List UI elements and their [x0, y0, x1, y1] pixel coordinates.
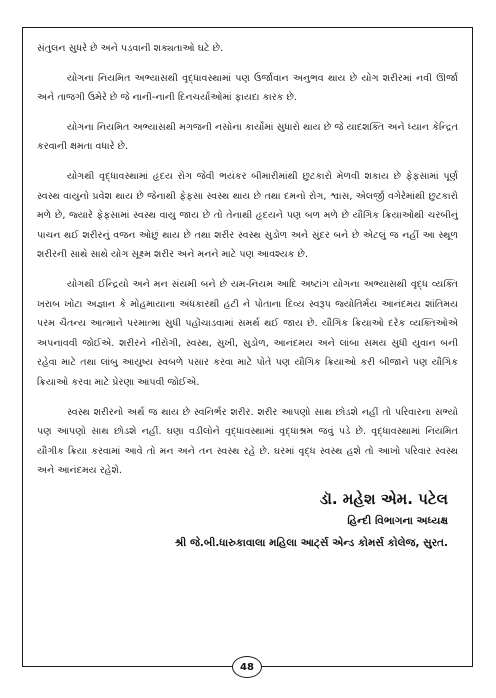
- paragraph-healthy-body: સ્વસ્થ શરીરનો અર્થ જ થાય છે સ્વનિર્ભર શરીર. શરીર આપણો સાથ છોડશે નહીં તો પરિવારના સભ્યો પણ આપણો સાથ છોડશે નહીં. ઘણા વડીલોને વૃદ્ધાવસ્થામાં વૃદ્ધાશ્રમ જવું પડે છે. વૃદ્ધાવસ્થામાં નિયમિત યૌગીક ક્રિયા કરવામાં આવે તો મન અને તન સ્વસ્થ રહે છે. ઘરમાં વૃદ્ધ સ્વસ્થ હશે તો આખો પરિવાર સ્વસ્થ અને આનંદમય રહેશે.: [37, 406, 458, 477]
- author-designation: હિન્દી વિભાગના અધ્યક્ષ: [347, 515, 448, 527]
- article-body: [37, 39, 458, 491]
- paragraph-memory: યોગના નિયમિત અભ્યાસથી મગજની નસોના કાર્યોમાં સુધારો થાય છે જે યાદશક્તિ અને ધ્યાન કેન્દ્રિત કરવાની ક્ષમતા વધારે છે.: [37, 121, 458, 153]
- paragraph-energy: યોગના નિયમિત અભ્યાસથી વૃદ્ધાવસ્થામાં પણ ઉર્જાવાન અનુભવ થાય છે યોગ શરીરમાં નવી ઊર્જા અને તાજગી ઉમેરે છે જે નાની-નાની દિનચર્યાઓમાં ફાયદા કારક છે.: [37, 72, 458, 104]
- author-signature-block: [175, 488, 448, 554]
- paragraph-senses-mind: યોગથી ઈન્દ્રિયો અને મન સંયમી બને છે યમ-નિયમ આદિ અષ્ટાંગ યોગના અભ્યાસથી વૃદ્ધ વ્યક્તિ ખરાબ ખોટા અજ્ઞાન કે મોહમાયાના અંધકારથી હટી ને પોતાના દિવ્ય સ્વરૂપ જ્યોતિર્મય આનંદમય શાંતિમય પરમ ચૈતન્ય આત્માને પરમાત્મા સુધી પહોંચાડવામાં સમર્થ થઈ જાય છે. યૌગિક ક્રિયાઓ દરેક વ્યક્તિઓએ અપનાવવી જોઈએ. શરીરને નીરોગી, સ્વસ્થ, સુખી, સુડોળ, આનંદમય અને લાંબા સમય સુધી યુવાન બની રહેવા માટે તથા લાંબુ આયુષ્ય સ્વબળે પસાર કરવા માટે પોતે પણ યૌગિક ક્રિયાઓ કરી બીજાને પણ યૌગિક ક્રિયાઓ કરવા માટે પ્રેરણા આપવી જોઈએ.: [37, 278, 458, 388]
- paragraph-balance: સંતુલન સુધરે છે અને પડવાની શક્યતાઓ ઘટે છે.: [37, 43, 224, 54]
- paragraph-heart-lungs: યોગથી વૃદ્ધાવસ્થામાં હૃદય રોગ જેવી ભયંકર બીમારીમાંથી છુટકારો મેળવી શકાય છે ફેફસામાં પૂર્ણ સ્વસ્થ વાયુનો પ્રવેશ થાય છે જેનાથી ફેફસા સ્વસ્થ થાય છે તથા દમનો રોગ, શ્વાસ, એલર્જી વગેરેમાંથી છુટકારો મળે છે, જ્યારે ફેફસામાં સ્વસ્થ વાયુ જાય છે તો તેનાથી હૃદયને પણ બળ મળે છે યૌગિક ક્રિયાઓથી ચરબીનું પાચન થઈ શરીરનું વજન ઓછું થાય છે તથા શરીર સ્વસ્થ સુડોળ અને સુંદર બને છે એટલું જ નહીં આ સ્થૂળ શરીરની સાથે સાથે યોગ સૂક્ષ્મ શરીર અને મનને માટે પણ આવશ્યક છે.: [37, 170, 458, 261]
- author-institution: શ્રી જે.બી.ધારુકાવાલા મહિલા આર્ટ્સ એન્ડ કોમર્સ કોલેજ, સુરત.: [174, 537, 448, 549]
- page-number: 48: [232, 656, 262, 678]
- author-name: ડૉ. મહેશ એમ. પટેલ: [319, 490, 448, 508]
